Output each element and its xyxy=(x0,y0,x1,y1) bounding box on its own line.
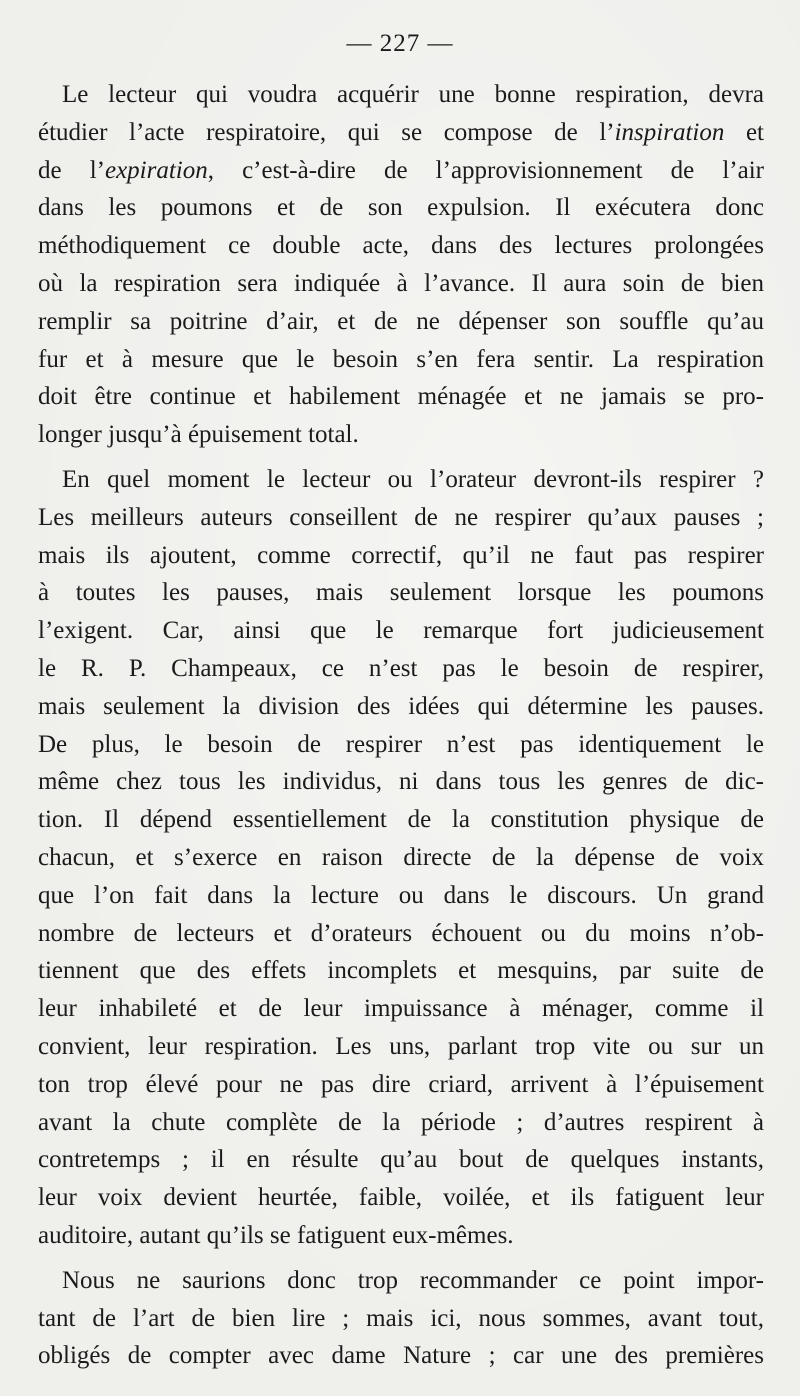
text-line: même chez tous les individus, ni dans tous les genres de dic- xyxy=(38,768,764,796)
text-line: leur voix devient heurtée, faible, voilée, et ils fatiguent leur xyxy=(38,1184,764,1212)
text-line: tant de l’art de bien lire ; mais ici, nous sommes, avant tout, xyxy=(38,1304,764,1332)
text-line: contretemps ; il en résulte qu’au bout de quelques instants, xyxy=(38,1146,764,1174)
paragraph xyxy=(38,1262,764,1375)
text-line: chacun, et s’exerce en raison directe de la dépense de voix xyxy=(38,843,764,871)
text-line: le R. P. Champeaux, ce n’est pas le besoin de respirer, xyxy=(38,654,764,682)
text-line: étudier l’acte respiratoire, qui se compose de l’inspiration et xyxy=(38,118,764,146)
text-line: l’exigent. Car, ainsi que le remarque fort judicieusement xyxy=(38,617,764,645)
text-line: auditoire, autant qu’ils se fatiguent eux-mêmes. xyxy=(38,1221,514,1249)
text-line: méthodiquement ce double acte, dans des lectures prolongées xyxy=(38,232,764,260)
text-line: Le lecteur qui voudra acquérir une bonne respiration, devra xyxy=(62,81,764,108)
text-line: obligés de compter avec dame Nature ; car une des premières xyxy=(38,1342,764,1370)
text-line: remplir sa poitrine d’air, et de ne dépenser son souffle qu’au xyxy=(38,307,764,335)
paragraph xyxy=(38,461,764,1255)
text-line: ton trop élevé pour ne pas dire criard, arrivent à l’épuisement xyxy=(38,1070,764,1098)
text-line: tiennent que des effets incomplets et mesquins, par suite de xyxy=(38,957,764,985)
text-line: nombre de lecteurs et d’orateurs échouent ou du moins n’ob- xyxy=(38,919,764,947)
text-line: que l’on fait dans la lecture ou dans le discours. Un grand xyxy=(38,881,764,909)
text-line: convient, leur respiration. Les uns, parlant trop vite ou sur un xyxy=(38,1032,764,1060)
text-line: De plus, le besoin de respirer n’est pas identiquement le xyxy=(38,730,764,758)
text-line: dans les poumons et de son expulsion. Il exécutera donc xyxy=(38,194,764,222)
text-line: où la respiration sera indiquée à l’avance. Il aura soin de bien xyxy=(38,269,764,297)
page-number: — 227 — xyxy=(346,30,454,57)
text-line: Les meilleurs auteurs conseillent de ne respirer qu’aux pauses ; xyxy=(38,503,764,531)
text-line: mais ils ajoutent, comme correctif, qu’il ne faut pas respirer xyxy=(38,541,764,569)
text-line: longer jusqu’à épuisement total. xyxy=(38,421,359,449)
text-line: de l’expiration, c’est-à-dire de l’approvisionnement de l’air xyxy=(38,156,764,184)
paragraph xyxy=(38,76,764,454)
text-line: En quel moment le lecteur ou l’orateur devront-ils respirer ? xyxy=(62,465,764,493)
text-line: à toutes les pauses, mais seulement lorsque les poumons xyxy=(38,579,764,607)
text-line: tion. Il dépend essentiellement de la constitution physique de xyxy=(38,806,764,834)
text-line: fur et à mesure que le besoin s’en fera sentir. La respiration xyxy=(38,345,764,373)
text-line: doit être continue et habilement ménagée et ne jamais se pro- xyxy=(38,383,764,411)
text-line: mais seulement la division des idées qui détermine les pauses. xyxy=(38,692,764,720)
text-line: leur inhabileté et de leur impuissance à ménager, comme il xyxy=(38,995,764,1023)
text-line: avant la chute complète de la période ; d’autres respirent à xyxy=(38,1108,764,1136)
text-line: Nous ne saurions donc trop recommander ce point impor- xyxy=(62,1266,764,1294)
body-text xyxy=(38,76,764,1375)
